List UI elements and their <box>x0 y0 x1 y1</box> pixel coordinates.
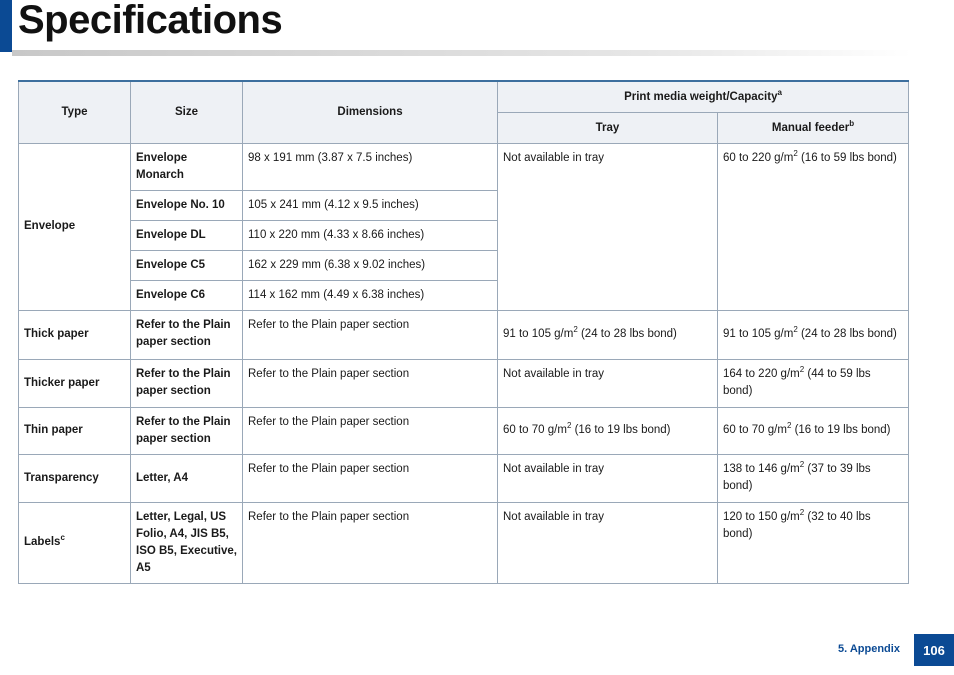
table-row <box>19 502 909 583</box>
cell-tray <box>498 407 718 454</box>
header-manual-feeder-text: Manual feeder <box>771 121 850 134</box>
cell-dimensions: 98 x 191 mm (3.87 x 7.5 inches) <box>243 143 498 190</box>
squared: 2 <box>799 365 805 375</box>
squared: 2 <box>793 325 798 335</box>
squared: 2 <box>573 325 578 335</box>
tray-weight: 60 to 70 g/m <box>503 424 567 436</box>
squared: 2 <box>799 507 805 517</box>
footer-section-label: 5. Appendix <box>838 643 900 655</box>
tray-bond: (16 to 19 lbs bond) <box>571 424 671 436</box>
cell-size: Envelope Monarch <box>131 143 243 190</box>
manual-bond: (16 to 59 lbs bond) <box>797 151 897 164</box>
cell-manual-feeder <box>718 143 909 310</box>
manual-weight: 120 to 150 g/m <box>723 510 800 523</box>
cell-dimensions: Refer to the Plain paper section <box>243 454 498 502</box>
cell-tray <box>498 310 718 359</box>
manual-weight: 164 to 220 g/m <box>723 368 800 380</box>
cell-type: Transparency <box>19 454 131 502</box>
header-manual-feeder <box>718 112 909 143</box>
cell-manual-feeder <box>718 502 909 583</box>
cell-size: Letter, A4 <box>131 454 243 502</box>
header-type: Type <box>19 81 131 143</box>
cell-dimensions: 105 x 241 mm (4.12 x 9.5 inches) <box>243 190 498 220</box>
footnote-c: c <box>60 533 65 543</box>
cell-dimensions: 114 x 162 mm (4.49 x 6.38 inches) <box>243 280 498 310</box>
title-underline <box>12 50 912 56</box>
manual-weight: 91 to 105 g/m <box>723 328 794 340</box>
header-size: Size <box>131 81 243 143</box>
manual-bond: (16 to 19 lbs bond) <box>791 424 891 436</box>
manual-bond: (24 to 28 lbs bond) <box>797 328 897 340</box>
cell-size: Envelope C6 <box>131 280 243 310</box>
cell-manual-feeder <box>718 310 909 359</box>
type-label: Labels <box>24 536 61 548</box>
manual-bond: (32 to 40 lbs bond) <box>723 510 871 540</box>
manual-weight: 60 to 70 g/m <box>723 424 787 436</box>
tray-bond: (24 to 28 lbs bond) <box>577 328 677 340</box>
squared: 2 <box>793 148 798 158</box>
cell-size: Letter, Legal, US Folio, A4, JIS B5, ISO B5, Executive, A5 <box>131 502 243 583</box>
cell-manual-feeder <box>718 407 909 454</box>
table-row <box>19 407 909 454</box>
cell-type: Envelope <box>19 143 131 310</box>
cell-dimensions: 162 x 229 mm (6.38 x 9.02 inches) <box>243 250 498 280</box>
table-row <box>19 143 909 190</box>
cell-tray: Not available in tray <box>498 143 718 310</box>
manual-bond: (44 to 59 lbs bond) <box>723 368 871 397</box>
footnote-a: a <box>777 87 782 97</box>
cell-type <box>19 502 131 583</box>
table-row <box>19 359 909 407</box>
header-dimensions: Dimensions <box>243 81 498 143</box>
header-print-media <box>498 81 909 112</box>
tray-weight: 91 to 105 g/m <box>503 328 574 340</box>
page-number-badge: 106 <box>914 634 954 666</box>
header-accent-bar <box>0 0 12 52</box>
manual-bond: (37 to 39 lbs bond) <box>723 463 871 492</box>
cell-type: Thick paper <box>19 310 131 359</box>
cell-size: Envelope C5 <box>131 250 243 280</box>
squared: 2 <box>799 460 805 470</box>
cell-size: Refer to the Plain paper section <box>131 407 243 454</box>
manual-weight: 138 to 146 g/m <box>723 463 800 475</box>
cell-size: Refer to the Plain paper section <box>131 310 243 359</box>
specifications-table <box>18 80 909 584</box>
cell-size: Envelope DL <box>131 220 243 250</box>
squared: 2 <box>786 421 792 431</box>
squared: 2 <box>566 421 572 431</box>
footnote-b: b <box>849 118 855 128</box>
cell-tray: Not available in tray <box>498 454 718 502</box>
cell-manual-feeder <box>718 454 909 502</box>
cell-manual-feeder <box>718 359 909 407</box>
table-row <box>19 454 909 502</box>
cell-dimensions: Refer to the Plain paper section <box>243 407 498 454</box>
manual-weight: 60 to 220 g/m <box>723 151 794 164</box>
cell-size: Refer to the Plain paper section <box>131 359 243 407</box>
cell-size: Envelope No. 10 <box>131 190 243 220</box>
cell-tray: Not available in tray <box>498 502 718 583</box>
header-print-media-text: Print media weight/Capacity <box>624 90 778 103</box>
cell-dimensions: Refer to the Plain paper section <box>243 359 498 407</box>
table-row <box>19 310 909 359</box>
cell-tray: Not available in tray <box>498 359 718 407</box>
cell-dimensions: 110 x 220 mm (4.33 x 8.66 inches) <box>243 220 498 250</box>
header-tray: Tray <box>498 112 718 143</box>
cell-dimensions: Refer to the Plain paper section <box>243 310 498 359</box>
cell-type: Thin paper <box>19 407 131 454</box>
cell-dimensions: Refer to the Plain paper section <box>243 502 498 583</box>
cell-type: Thicker paper <box>19 359 131 407</box>
page-title: Specifications <box>18 0 283 42</box>
